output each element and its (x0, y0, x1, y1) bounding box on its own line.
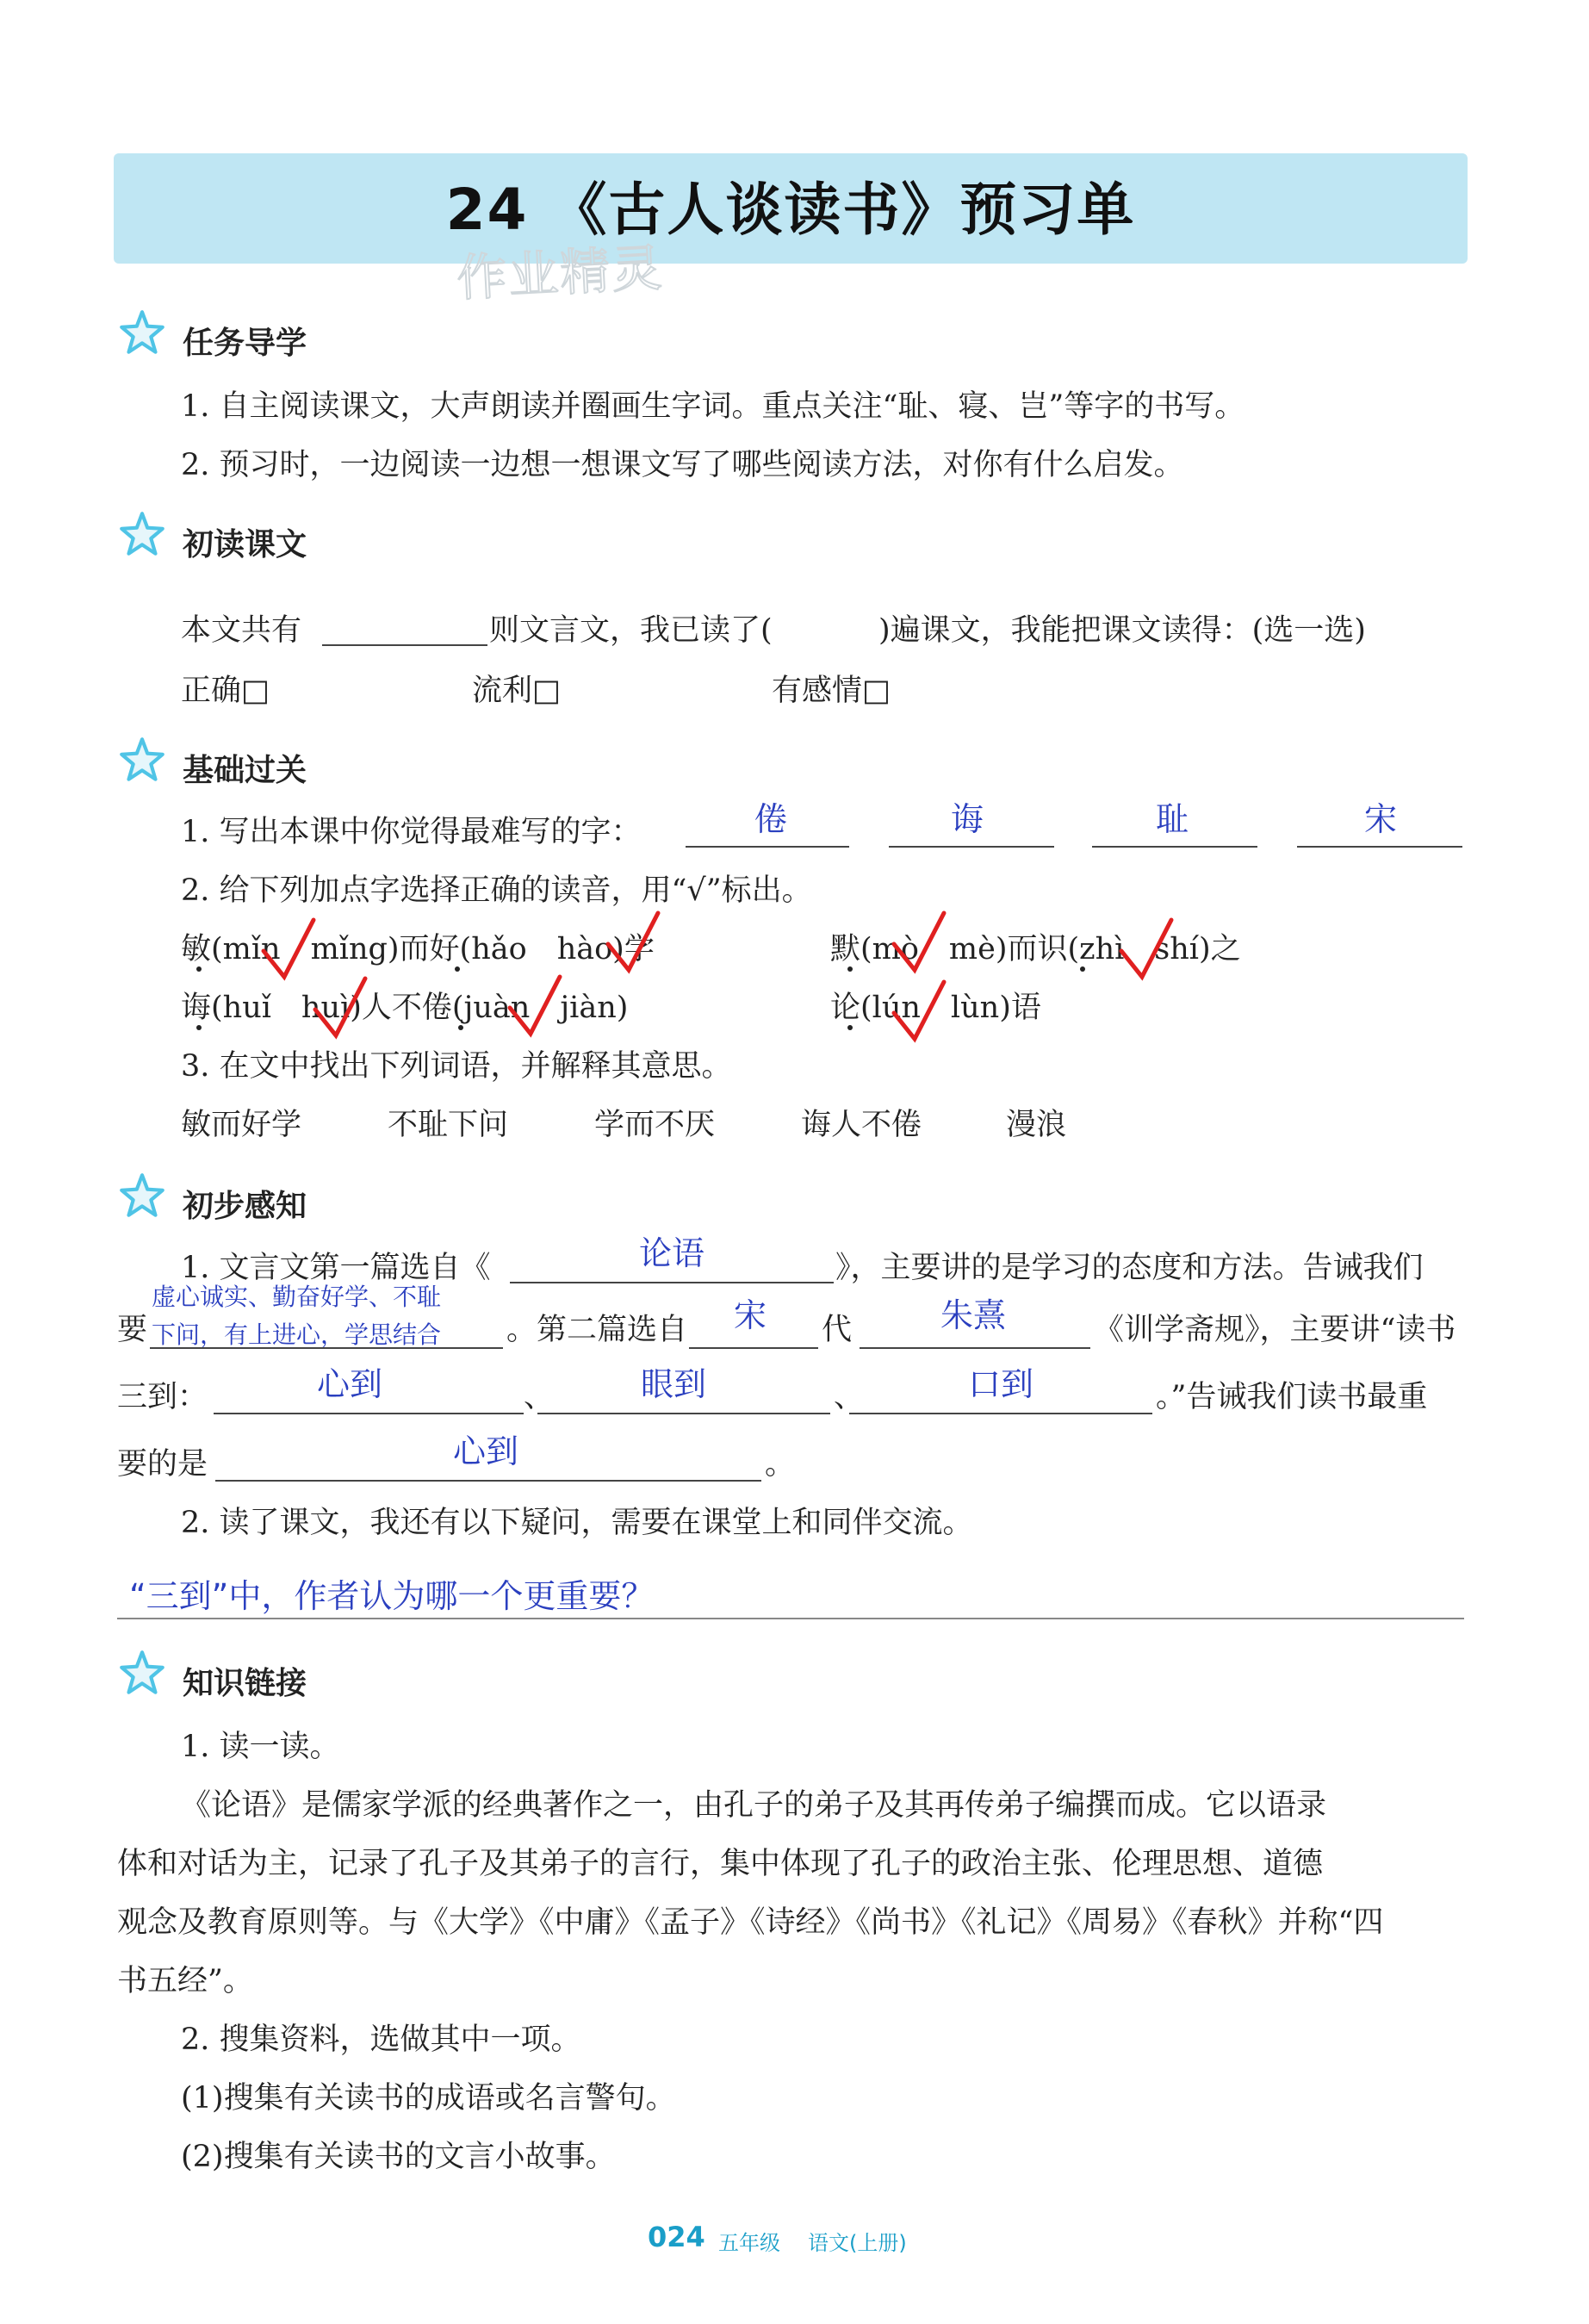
section-heading-perception: 初步感知 (183, 1189, 307, 1224)
section-heading-knowledge: 知识链接 (183, 1666, 307, 1701)
blank-line[interactable] (215, 1480, 761, 1482)
handwritten-answer: 宋 (734, 1296, 767, 1334)
perception-p3c: 、 (834, 1380, 865, 1414)
blank-line[interactable] (322, 644, 487, 646)
perception-p2c: 代 (822, 1313, 853, 1347)
page-title: 24 《古人谈读书》预习单 (445, 177, 1136, 243)
emphasis-dot (1080, 966, 1085, 972)
perception-p2d: 《训学斋规》，主要讲“读书 (1094, 1313, 1456, 1347)
handwritten-char: 耻 (1156, 800, 1189, 838)
emphasis-dot (847, 966, 853, 972)
perception-p2b: 。第二篇选自 (506, 1313, 688, 1347)
blank-line[interactable] (510, 1282, 834, 1283)
handwritten-answer: 心到 (453, 1432, 519, 1470)
word-item: 诲人不倦 (801, 1108, 922, 1142)
basics-q3: 3. 在文中找出下列词语，并解释其意思。 (181, 1049, 732, 1084)
section-heading-task: 任务导学 (183, 326, 307, 361)
page-number: 024 (648, 2221, 705, 2253)
knowledge-para-3: 观念及教育原则等。与《大学》《中庸》《孟子》《诗经》《尚书》《礼记》《周易》《春秋》并称“四 (117, 1905, 1384, 1940)
footer-subject: 语文(上册) (808, 2231, 907, 2255)
read-line-c: )遍课文，我能把课文读得：(选一选) (878, 613, 1366, 648)
blank-line[interactable] (537, 1413, 830, 1414)
blank-line[interactable] (849, 1413, 1152, 1414)
perception-p3d: 。”告诫我们读书最重 (1156, 1380, 1428, 1414)
perception-p4b: 。 (765, 1447, 796, 1482)
star-icon (115, 734, 169, 787)
blank-line[interactable] (860, 1347, 1090, 1349)
task-line-2: 2. 预习时，一边阅读一边想一想课文写了哪些阅读方法，对你有什么启发。 (181, 448, 1184, 482)
knowledge-para-4: 书五经”。 (117, 1964, 253, 1998)
perception-p4a: 要的是 (117, 1447, 208, 1482)
knowledge-para-1: 《论语》是儒家学派的经典著作之一，由孔子的弟子及其再传弟子编撰而成。它以语录 (181, 1788, 1327, 1823)
option-fluent[interactable]: 流利□ (472, 674, 562, 708)
footer-grade: 五年级 (718, 2231, 780, 2255)
word-item: 敏而好学 (181, 1108, 302, 1142)
handwritten-answer: 口到 (968, 1365, 1034, 1403)
check-icon (603, 908, 663, 977)
knowledge-line-3: (1)搜集有关读书的成语或名言警句。 (181, 2081, 676, 2116)
star-icon (115, 508, 169, 562)
word-item: 不耻下问 (388, 1108, 509, 1142)
blank-line[interactable] (214, 1413, 524, 1414)
knowledge-line-2: 2. 搜集资料，选做其中一项。 (181, 2023, 581, 2057)
handwritten-note: 下问，有上进心，学思结合 (152, 1320, 442, 1349)
perception-p1a: 1. 文言文第一篇选自《 (181, 1251, 491, 1285)
task-line-1: 1. 自主阅读课文，大声朗读并圈画生字词。重点关注“耻、寝、岂”等字的书写。 (181, 389, 1245, 424)
check-icon (1116, 915, 1176, 984)
blank-line[interactable] (1297, 846, 1462, 848)
basics-q1: 1. 写出本课中你觉得最难写的字： (181, 815, 642, 849)
blank-line[interactable] (889, 846, 1054, 848)
watermark: 作业精灵 (455, 238, 665, 308)
perception-p5: 2. 读了课文，我还有以下疑问，需要在课堂上和同伴交流。 (181, 1506, 973, 1540)
blank-line[interactable] (686, 846, 849, 848)
handwritten-answer: 论语 (639, 1234, 705, 1272)
perception-p1b: 》，主要讲的是学习的态度和方法。告诫我们 (835, 1251, 1424, 1285)
star-icon (115, 307, 169, 360)
section-heading-basics: 基础过关 (183, 753, 307, 788)
handwritten-char: 诲 (951, 800, 984, 838)
emphasis-dot (196, 1025, 202, 1030)
perception-p2a: 要 (117, 1313, 148, 1347)
read-line-a: 本文共有 (181, 613, 302, 648)
handwritten-note: 虚心诚实、勤奋好学、不耻 (152, 1283, 442, 1311)
handwritten-char: 宋 (1364, 800, 1398, 838)
check-icon (505, 972, 565, 1041)
option-correct[interactable]: 正确□ (181, 674, 270, 708)
blank-line[interactable] (150, 1347, 503, 1349)
check-icon (889, 908, 949, 977)
blank-line[interactable] (689, 1347, 818, 1349)
pinyin-row-2a: 诲(huǐ huì)人不倦(juàn jiàn) (181, 991, 629, 1025)
blank-line[interactable] (1092, 846, 1257, 848)
section-heading-first-read: 初读课文 (183, 527, 307, 562)
perception-p3b: 、 (524, 1380, 555, 1414)
pinyin-row-2b: 论(lún lùn)语 (830, 991, 1041, 1025)
handwritten-answer: 心到 (317, 1365, 383, 1403)
emphasis-dot (458, 1025, 463, 1030)
word-item: 学而不厌 (594, 1108, 716, 1142)
option-emotion[interactable]: 有感情□ (772, 674, 891, 708)
pinyin-row-1a: 敏(mǐn mǐng)而好(hǎo hào)学 (181, 932, 655, 966)
knowledge-line-1: 1. 读一读。 (181, 1730, 340, 1764)
emphasis-dot (455, 966, 460, 972)
check-icon (310, 973, 370, 1042)
read-line-b: 则文言文，我已读了( (489, 613, 773, 648)
handwritten-answer: 朱熹 (940, 1296, 1007, 1334)
knowledge-para-2: 体和对话为主，记录了孔子及其弟子的言行，集中体现了孔子的政治主张、伦理思想、道德 (117, 1847, 1324, 1881)
emphasis-dot (196, 966, 202, 972)
handwritten-question: “三到”中，作者认为哪一个更重要？ (129, 1577, 655, 1615)
knowledge-line-4: (2)搜集有关读书的文言小故事。 (181, 2140, 616, 2174)
star-icon (115, 1170, 169, 1223)
handwritten-char: 倦 (754, 800, 788, 838)
pinyin-row-1b: 默(mò mè)而识(zhì shí)之 (830, 932, 1241, 966)
handwritten-answer: 眼到 (641, 1365, 707, 1403)
perception-p3a: 三到： (117, 1380, 208, 1414)
check-icon (889, 977, 949, 1046)
word-item: 漫浪 (1006, 1108, 1067, 1142)
star-icon (115, 1647, 169, 1700)
basics-q2: 2. 给下列加点字选择正确的读音，用“√”标出。 (181, 873, 812, 908)
answer-line[interactable] (117, 1618, 1464, 1619)
emphasis-dot (847, 1025, 853, 1030)
